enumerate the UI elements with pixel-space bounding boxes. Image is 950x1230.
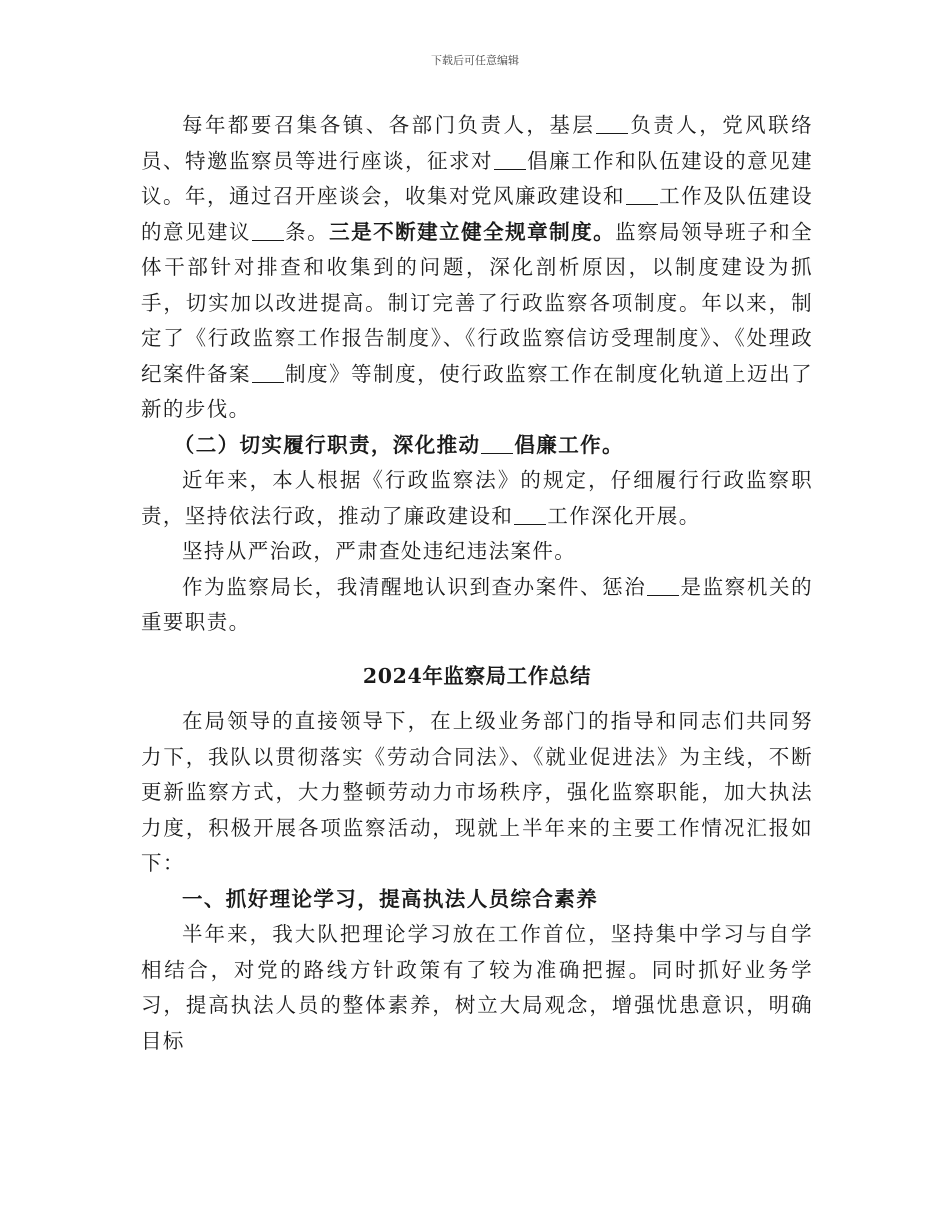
paragraph-7: 半年来，我大队把理论学习放在工作首位，坚持集中学习与自学相结合，对党的路线方针政策有了较为准确把握。同时抓好业务学习，提高执法人员的整体素养，树立大局观念，增强忧患意识，明确目标: [141, 922, 813, 1053]
blank-line: [647, 574, 679, 596]
text-run: 工作及队伍建设的意见建议: [141, 184, 813, 244]
text-run: 负责人，党风联络员、特邀监察员等进行座谈，征求对: [141, 113, 814, 173]
text-run: 作为监察局长，我清醒地认识到查办案件、惩治: [182, 574, 647, 599]
text-run: （二）切实履行职责，深化推动: [173, 432, 481, 457]
paragraph-4: 坚持从严治政，严肃查处违纪违法案件。: [182, 539, 577, 563]
blank-line: [626, 184, 658, 206]
text-run: 近年来，本人根据《行政监察法》的规定，仔细履行行政监察职责，坚持依法行政，推动了廉政建设和: [141, 468, 813, 528]
paragraph-1: [141, 108, 813, 428]
text-run: 倡廉工作和队伍建设的意见建议。年，通过召开座谈会，收集对党风廉政建设和: [141, 148, 813, 208]
paragraph-3: [141, 463, 813, 534]
paragraph-5: [141, 570, 813, 641]
bold-text-run: 三是不断建立健全规章制度。: [329, 219, 616, 244]
section-heading-1: 一、抓好理论学习，提高执法人员综合素养: [182, 886, 599, 911]
blank-line: [494, 148, 526, 170]
blank-line: [481, 432, 513, 454]
paragraph-6: 在局领导的直接领导下，在上级业务部门的指导和同志们共同努力下，我队以贯彻落实《劳动合同法》、《就业促进法》为主线，不断更新监察方式，大力整顿劳动力市场秩序，强化监察职能，加大执法力度，积极开展各项监察活动，现就上半年来的主要工作情况汇报如下：: [141, 709, 813, 875]
text-run: 是监察机关的重要职责。: [141, 574, 813, 634]
text-run: 监察局领导班子和全体干部针对排查和收集到的问题，深化剖析原因，以制度建设为抓手，切实加以改进提高。制订完善了行政监察各项制度。年以来，制定了《行政监察工作报告制度》、《行政监察信访受理制度》、《处理政纪案件备案: [141, 219, 814, 386]
subheading-2: [141, 428, 813, 464]
blank-line: [252, 361, 284, 383]
document-title: 2024年监察局工作总结: [362, 663, 592, 688]
text-run: 制度》等制度，使行政监察工作在制度化轨道上迈出了新的步伐。: [141, 361, 813, 421]
blank-line: [252, 219, 284, 241]
blank-line: [514, 503, 546, 525]
text-run: 倡廉工作。: [514, 432, 624, 457]
page-header: 下载后可任意编辑: [431, 54, 519, 67]
text-run: 工作深化开展。: [547, 503, 701, 528]
blank-line: [596, 113, 628, 135]
document-body: [141, 108, 813, 1059]
text-run: 每年都要召集各镇、各部门负责人，基层: [182, 113, 596, 137]
text-run: 条。: [285, 219, 330, 244]
